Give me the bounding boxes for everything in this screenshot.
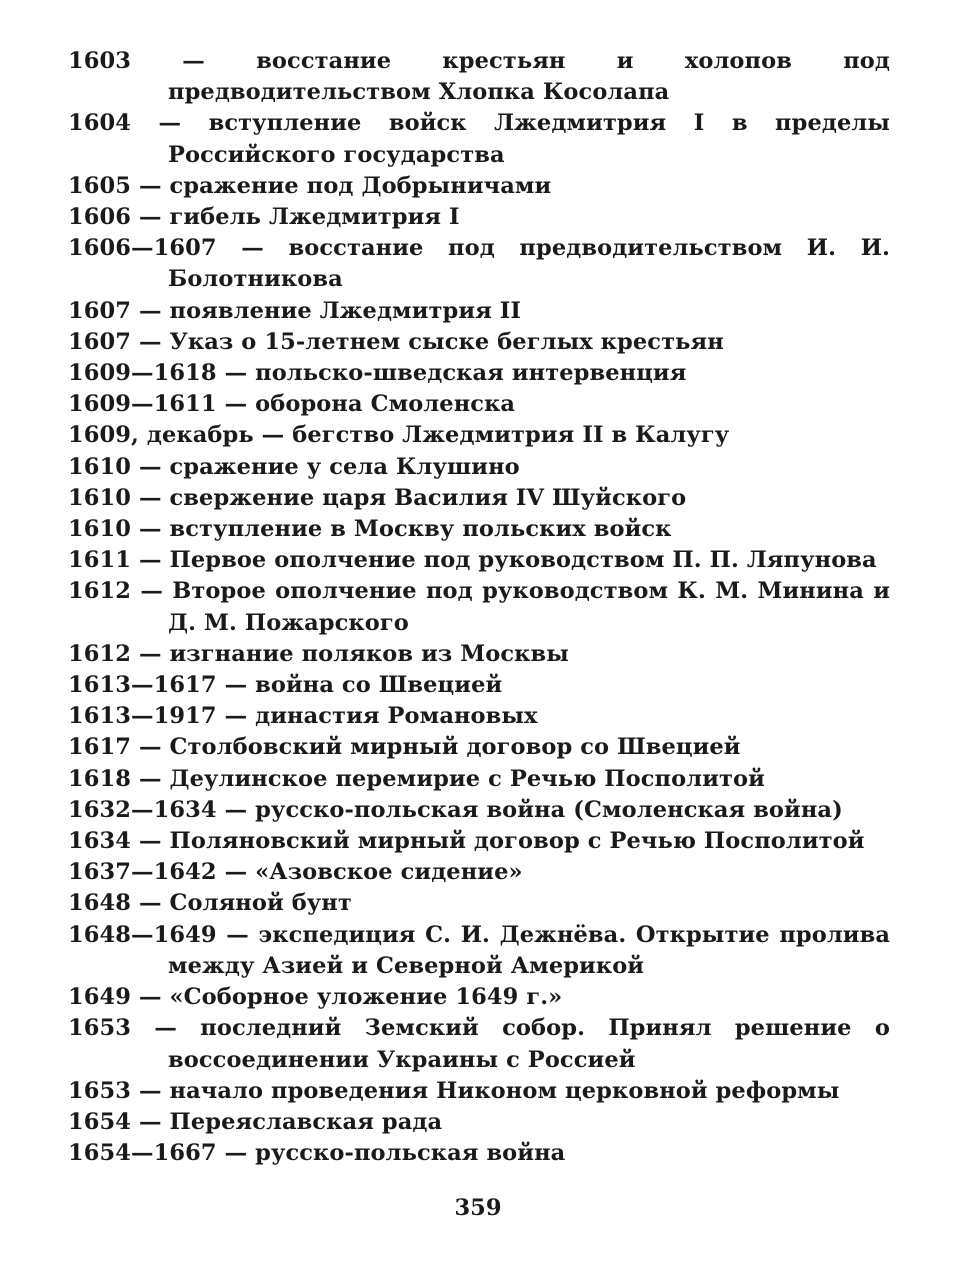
entry-date: 1637—1642	[68, 859, 217, 886]
entry-separator: —	[131, 734, 170, 761]
entry-text: вступление в Москву польских войск	[169, 516, 672, 543]
entry-date: 1653	[68, 1077, 132, 1104]
entry-date: 1607	[68, 297, 132, 324]
entry-text: русско-польская война	[255, 1140, 566, 1167]
chronology-entry	[68, 108, 890, 170]
chronology-entry	[68, 857, 890, 888]
entry-date: 1613—1917	[68, 703, 217, 730]
chronology-entry	[68, 1013, 890, 1075]
entry-separator: —	[131, 1015, 201, 1042]
entry-date: 1609, декабрь	[68, 422, 254, 449]
entry-date: 1654—1667	[68, 1140, 217, 1167]
chronology-entry	[68, 1138, 890, 1169]
entry-date: 1610	[68, 516, 132, 543]
chronology-entry	[68, 1107, 890, 1138]
entry-date: 1610	[68, 453, 132, 480]
entry-text: сражение у села Клушино	[169, 453, 520, 480]
chronology-entry	[68, 576, 890, 638]
entry-text: Второе ополчение под руководством К. М. Минина и Д. М. Пожарского	[168, 578, 890, 636]
entry-text: гибель Лжедмитрия I	[169, 204, 460, 231]
entry-date: 1605	[68, 172, 132, 199]
entry-text: восстание под предводительством И. И. Болотникова	[168, 235, 891, 293]
entry-date: 1613—1617	[68, 672, 217, 699]
entry-date: 1609—1618	[68, 360, 217, 387]
chronology-entry	[68, 1076, 890, 1107]
chronology-entry	[68, 888, 890, 919]
entry-separator: —	[131, 828, 170, 855]
entry-text: Поляновский мирный договор с Речью Посполитой	[169, 828, 865, 855]
chronology-entry	[68, 46, 890, 108]
chronology-entry	[68, 296, 890, 327]
entry-separator: —	[131, 765, 170, 792]
chronology-entry	[68, 483, 890, 514]
entry-text: последний Земский собор. Принял решение о воссоединении Украины с Россией	[168, 1015, 890, 1073]
entry-text: экспедиция С. И. Дежнёва. Открытие пролива между Азией и Северной Америкой	[168, 921, 890, 979]
entry-date: 1606	[68, 204, 132, 231]
entry-date: 1609—1611	[68, 391, 217, 418]
entry-text: свержение царя Василия IV Шуйского	[169, 484, 687, 511]
entry-text: Соляной бунт	[169, 890, 352, 917]
entry-date: 1654	[68, 1108, 132, 1135]
chronology-entry	[68, 639, 890, 670]
entry-text: начало проведения Никоном церковной реформы	[169, 1077, 840, 1104]
entry-date: 1604	[68, 110, 132, 137]
entry-text: восстание крестьян и холопов под предводительством Хлопка Косолапа	[168, 48, 890, 106]
entry-separator: —	[131, 547, 170, 574]
entry-separator: —	[216, 796, 256, 823]
chronology-entry	[68, 764, 890, 795]
entry-separator: —	[131, 578, 173, 605]
entry-separator: —	[131, 453, 170, 480]
chronology-entry	[68, 670, 890, 701]
entry-separator: —	[131, 1108, 170, 1135]
entry-text: польско-шведская интервенция	[255, 360, 687, 387]
chronology-entry	[68, 514, 890, 545]
entry-text: Переяславская рада	[169, 1108, 443, 1135]
chronology-entry	[68, 202, 890, 233]
chronology-entry	[68, 233, 890, 295]
entry-date: 1612	[68, 578, 132, 605]
entry-separator: —	[131, 516, 170, 543]
entry-text: Указ о 15-летнем сыске беглых крестьян	[169, 328, 724, 355]
entry-separator: —	[216, 703, 256, 730]
entry-date: 1648—1649	[68, 921, 217, 948]
chronology-list	[68, 46, 890, 1169]
entry-separator: —	[253, 422, 293, 449]
entry-separator: —	[216, 921, 259, 948]
entry-date: 1610	[68, 484, 132, 511]
entry-date: 1611	[68, 547, 132, 574]
entry-separator: —	[131, 484, 170, 511]
entry-separator: —	[131, 204, 170, 231]
entry-date: 1607	[68, 328, 132, 355]
entry-date: 1649	[68, 984, 132, 1011]
entry-text: Первое ополчение под руководством П. П. Ляпунова	[169, 547, 877, 574]
entry-separator: —	[131, 297, 170, 324]
entry-separator: —	[131, 640, 170, 667]
entry-separator: —	[216, 360, 256, 387]
entry-separator: —	[131, 984, 170, 1011]
entry-separator: —	[216, 235, 289, 262]
entry-separator: —	[131, 328, 170, 355]
chronology-entry	[68, 452, 890, 483]
chronology-entry	[68, 826, 890, 857]
entry-date: 1603	[68, 48, 132, 74]
entry-text: бегство Лжедмитрия II в Калугу	[292, 422, 730, 449]
entry-date: 1648	[68, 890, 132, 917]
entry-date: 1634	[68, 828, 132, 855]
entry-date: 1653	[68, 1015, 132, 1042]
chronology-entry	[68, 701, 890, 732]
entry-separator: —	[131, 48, 257, 74]
entry-text: изгнание поляков из Москвы	[169, 640, 569, 667]
chronology-entry	[68, 920, 890, 982]
entry-text: появление Лжедмитрия II	[169, 297, 522, 324]
entry-date: 1606—1607	[68, 235, 217, 262]
chronology-entry	[68, 358, 890, 389]
chronology-entry	[68, 389, 890, 420]
entry-text: русско-польская война (Смоленская война)	[255, 796, 843, 823]
entry-separator: —	[216, 672, 256, 699]
entry-text: Деулинское перемирие с Речью Посполитой	[169, 765, 765, 792]
entry-text: «Азовское сидение»	[255, 859, 523, 886]
chronology-entry	[68, 732, 890, 763]
entry-text: война со Швецией	[255, 672, 503, 699]
chronology-entry	[68, 327, 890, 358]
entry-date: 1617	[68, 734, 132, 761]
entry-separator: —	[131, 172, 170, 199]
entry-date: 1618	[68, 765, 132, 792]
page-number: 359	[454, 1195, 502, 1221]
entry-text: Столбовский мирный договор со Швецией	[169, 734, 741, 761]
entry-separator: —	[216, 859, 256, 886]
entry-text: сражение под Добрыничами	[169, 172, 552, 199]
entry-text: оборона Смоленска	[255, 391, 516, 418]
chronology-entry	[68, 982, 890, 1013]
entry-text: «Соборное уложение 1649 г.»	[169, 984, 563, 1011]
chronology-entry	[68, 420, 890, 451]
entry-text: вступление войск Лжедмитрия I в пределы Российского государства	[168, 110, 890, 168]
entry-date: 1612	[68, 640, 132, 667]
entry-separator: —	[131, 890, 170, 917]
entry-separator: —	[216, 1140, 256, 1167]
chronology-entry	[68, 545, 890, 576]
entry-text: династия Романовых	[255, 703, 538, 730]
entry-separator: —	[216, 391, 256, 418]
entry-date: 1632—1634	[68, 796, 217, 823]
chronology-entry	[68, 795, 890, 826]
chronology-entry	[68, 171, 890, 202]
entry-separator: —	[131, 1077, 170, 1104]
entry-separator: —	[131, 110, 209, 137]
